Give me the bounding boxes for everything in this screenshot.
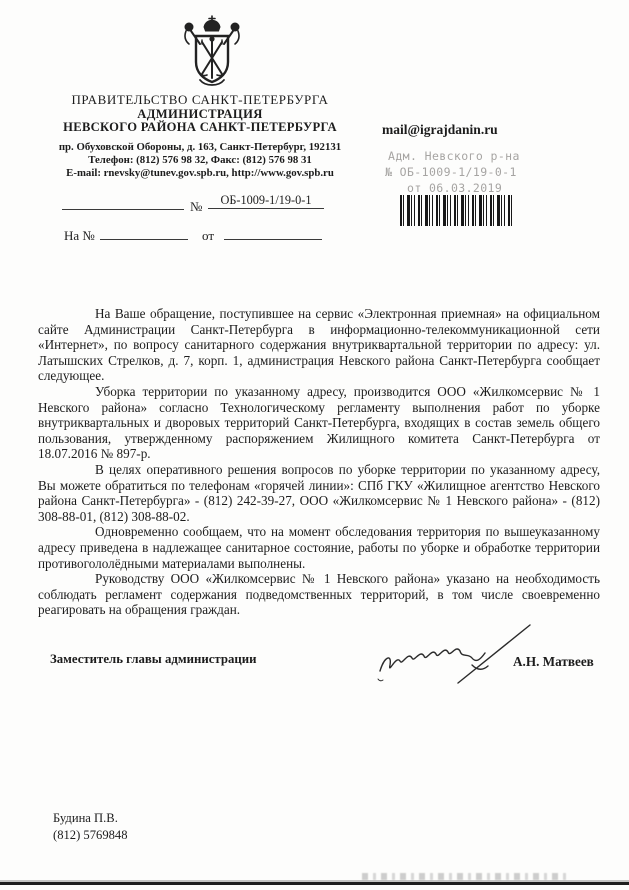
- signer-name: А.Н. Матвеев: [513, 654, 594, 669]
- paragraph-appeal-source: На Ваше обращение, поступившее на сервис «Электронная приемная» на официальном сайте Администрации Санкт-Петербурга в информационно-телекоммуникационной сети «Интернет», по вопросу санитарного содержания внутриквартальной территории по адресу: ул. Латышских Стрелков, д. 7, корп. 1, администрация Невского района Санкт-Петербурга сообщает следующее.: [38, 306, 600, 384]
- reply-to-number-label: На №: [64, 228, 95, 243]
- saint-petersburg-coat-of-arms-icon: [176, 14, 248, 92]
- paragraph-cleaning-regulation: Уборка территории по указанному адресу, производится ООО «Жилкомсервис № 1 Невского района» согласно Технологическому регламенту выполнения работ по уборке внутриквартальных и дворовых территорий Санкт-Петербурга, входящих в состав земель общего пользования, утвержденному распоряжением Жилищного комитета Санкт-Петербурга от 18.07.2016 № 897-р.: [38, 383, 600, 462]
- letterhead-government-line: ПРАВИТЕЛЬСТВО САНКТ-ПЕТЕРБУРГА: [71, 92, 329, 107]
- letter-body: [38, 306, 600, 618]
- paragraph-hotline-phones: В целях оперативного решения вопросов по уборке территории по указанному адресу, Вы можете обратиться по телефонам «горячей линии»: СПб ГКУ «Жилищное агентство Невского района Санкт-Петербурга» - (812) 242-39-27, ООО «Жилкомсервис № 1 Невского района» - (812) 308-88-01, (812) 308-88-02.: [38, 461, 600, 524]
- letterhead-org-line1: АДМИНИСТРАЦИЯ: [137, 107, 263, 121]
- handwritten-signature: [372, 613, 537, 693]
- registration-barcode: [400, 195, 514, 226]
- reply-to-number-blank-line: [100, 226, 188, 240]
- registration-stamp-date: от 06.03.2019: [407, 181, 503, 195]
- scan-edge-line: [0, 882, 629, 885]
- executor-phone: (812) 5769848: [53, 828, 128, 842]
- reply-to-date-blank-line: [224, 226, 322, 240]
- registration-stamp-number: № ОБ-1009-1/19-0-1: [385, 165, 517, 179]
- letterhead-postal-address: пр. Обуховской Обороны, д. 163, Санкт-Петербург, 192131: [58, 141, 342, 153]
- recipient-email: mail@igrajdanin.ru: [382, 122, 498, 137]
- outgoing-number-value: ОБ-1009-1/19-0-1: [208, 193, 324, 209]
- letterhead-org-line2: НЕВСКОГО РАЙОНА САНКТ-ПЕТЕРБУРГА: [63, 120, 337, 134]
- scan-bleedthrough-smudge: [362, 873, 567, 880]
- paragraph-management-instruction: Руководству ООО «Жилкомсервис № 1 Невского района» указано на необходимость соблюдать регламент содержания подведомственных территорий, в том числе своевременно реагировать на обращения граждан.: [38, 571, 600, 618]
- paragraph-inspection-result: Одновременно сообщаем, что на момент обследования территория по вышеуказанному адресу приведена в надлежащее санитарное состояние, работы по уборке и обработке территории противогололёдными материалами выполнены.: [38, 524, 600, 571]
- signer-position: Заместитель главы администрации: [50, 652, 257, 666]
- registration-stamp-org: Адм. Невского р-на: [388, 149, 520, 163]
- executor-block: [53, 810, 128, 844]
- executor-name: Будина П.В.: [53, 811, 118, 825]
- outgoing-date-blank-line: [62, 196, 184, 210]
- letterhead-phone-fax: Телефон: (812) 576 98 32, Факс: (812) 576 98 31: [88, 154, 312, 166]
- reply-to-date-label: от: [202, 228, 215, 243]
- letterhead-email-web: E-mail: rnevsky@tunev.gov.spb.ru, http://www.gov.spb.ru: [66, 167, 334, 179]
- outgoing-number-label: №: [190, 199, 203, 214]
